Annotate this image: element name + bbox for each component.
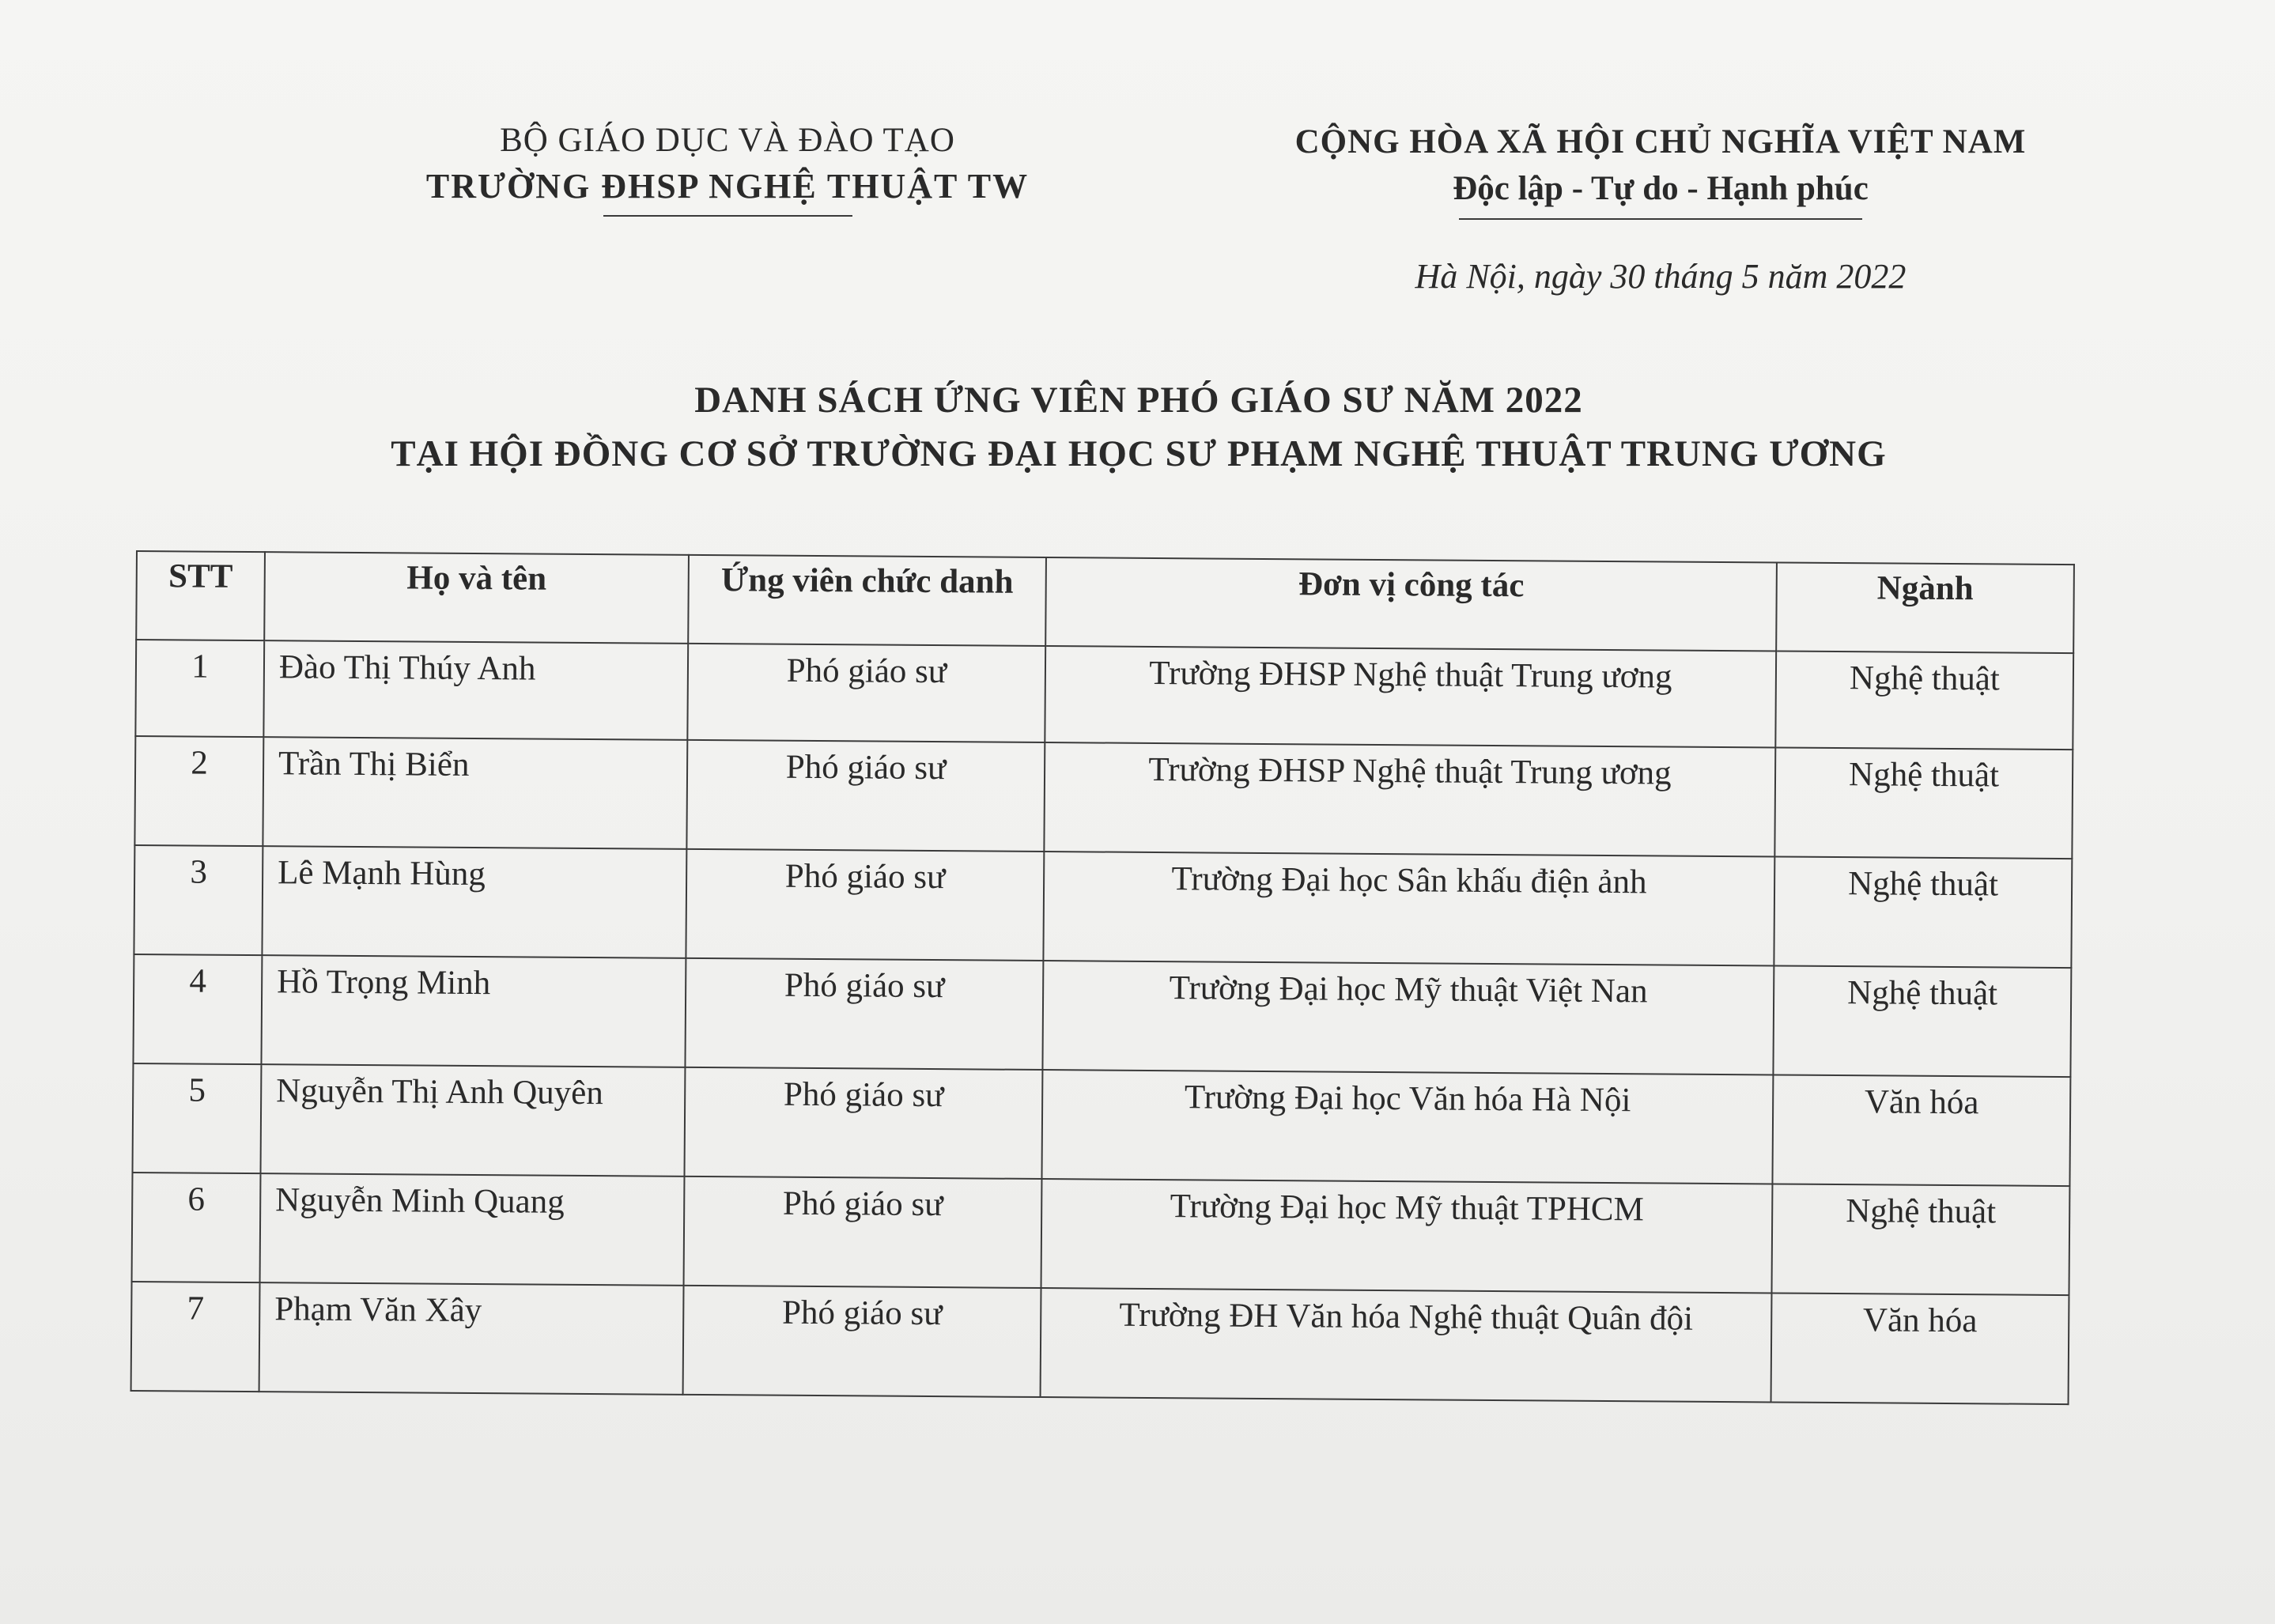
header-unit: Đơn vị công tác xyxy=(1045,557,1777,651)
agency-underline xyxy=(603,215,852,217)
table-header-row xyxy=(136,551,2074,653)
cell-stt: 6 xyxy=(132,1173,261,1282)
cell-unit: Trường Đại học Sân khấu điện ảnh xyxy=(1043,852,1774,965)
cell-stt: 7 xyxy=(131,1282,260,1392)
table-row xyxy=(133,1063,2071,1186)
national-heading-block xyxy=(1265,119,2056,220)
cell-field: Nghệ thuật xyxy=(1774,856,2072,968)
national-motto: Độc lập - Tự do - Hạnh phúc xyxy=(1453,170,1869,207)
cell-name: Phạm Văn Xây xyxy=(259,1282,684,1395)
candidate-table xyxy=(130,550,2075,1405)
cell-name: Hồ Trọng Minh xyxy=(261,955,686,1067)
cell-field: Nghệ thuật xyxy=(1771,1184,2069,1295)
cell-field: Nghệ thuật xyxy=(1773,965,2071,1077)
cell-position: Phó giáo sư xyxy=(684,1176,1042,1288)
cell-stt: 2 xyxy=(134,736,263,846)
cell-unit: Trường ĐHSP Nghệ thuật Trung ương xyxy=(1045,646,1776,747)
table-row xyxy=(132,1173,2070,1295)
cell-position: Phó giáo sư xyxy=(683,1286,1041,1397)
ministry-name: BỘ GIÁO DỤC VÀ ĐÀO TẠO xyxy=(500,122,955,159)
cell-unit: Trường Đại học Văn hóa Hà Nội xyxy=(1041,1070,1773,1184)
issuing-agency-block xyxy=(340,119,1115,217)
candidate-table-wrapper xyxy=(130,550,2065,1405)
motto-underline xyxy=(1459,218,1862,220)
header-stt: STT xyxy=(136,551,265,640)
cell-position: Phó giáo sư xyxy=(686,740,1045,852)
title-line-2: TẠI HỘI ĐỒNG CƠ SỞ TRƯỜNG ĐẠI HỌC SƯ PHẠM NGHỆ THUẬT TRUNG ƯƠNG xyxy=(391,433,1887,474)
cell-position: Phó giáo sư xyxy=(685,958,1043,1070)
header-name: Họ và tên xyxy=(264,552,689,644)
cell-name: Nguyễn Minh Quang xyxy=(260,1173,685,1286)
table-row xyxy=(135,640,2073,750)
cell-unit: Trường ĐH Văn hóa Nghệ thuật Quân đội xyxy=(1041,1288,1772,1402)
title-line-1: DANH SÁCH ỨNG VIÊN PHÓ GIÁO SƯ NĂM 2022 xyxy=(694,380,1583,421)
cell-name: Nguyễn Thị Anh Quyên xyxy=(261,1064,686,1176)
cell-unit: Trường ĐHSP Nghệ thuật Trung ương xyxy=(1044,742,1775,856)
cell-field: Nghệ thuật xyxy=(1775,651,2073,750)
document-date: Hà Nội, ngày 30 tháng 5 năm 2022 xyxy=(1415,257,1907,296)
cell-unit: Trường Đại học Mỹ thuật TPHCM xyxy=(1041,1179,1773,1293)
school-name: TRƯỜNG ĐHSP NGHỆ THUẬT TW xyxy=(425,167,1030,206)
table-row xyxy=(131,1282,2069,1404)
table-row xyxy=(133,954,2071,1077)
cell-name: Đào Thị Thúy Anh xyxy=(263,640,688,740)
cell-name: Lê Mạnh Hùng xyxy=(262,846,686,958)
cell-stt: 5 xyxy=(133,1063,262,1173)
cell-unit: Trường Đại học Mỹ thuật Việt Nan xyxy=(1042,961,1774,1074)
document-title xyxy=(158,373,2119,481)
cell-name: Trần Thị Biển xyxy=(263,737,687,849)
header-position: Ứng viên chức danh xyxy=(688,555,1046,646)
cell-position: Phó giáo sư xyxy=(684,1067,1042,1179)
country-name: CỘNG HÒA XÃ HỘI CHỦ NGHĨA VIỆT NAM xyxy=(1294,123,2027,161)
table-row xyxy=(134,736,2073,859)
cell-field: Văn hóa xyxy=(1771,1293,2069,1404)
cell-stt: 3 xyxy=(134,845,263,955)
cell-position: Phó giáo sư xyxy=(687,644,1045,742)
cell-position: Phó giáo sư xyxy=(686,849,1044,961)
header-field: Ngành xyxy=(1776,562,2074,653)
cell-field: Nghệ thuật xyxy=(1774,747,2073,859)
cell-field: Văn hóa xyxy=(1772,1074,2070,1186)
cell-stt: 1 xyxy=(135,640,264,737)
table-row xyxy=(134,845,2072,968)
cell-stt: 4 xyxy=(133,954,262,1064)
